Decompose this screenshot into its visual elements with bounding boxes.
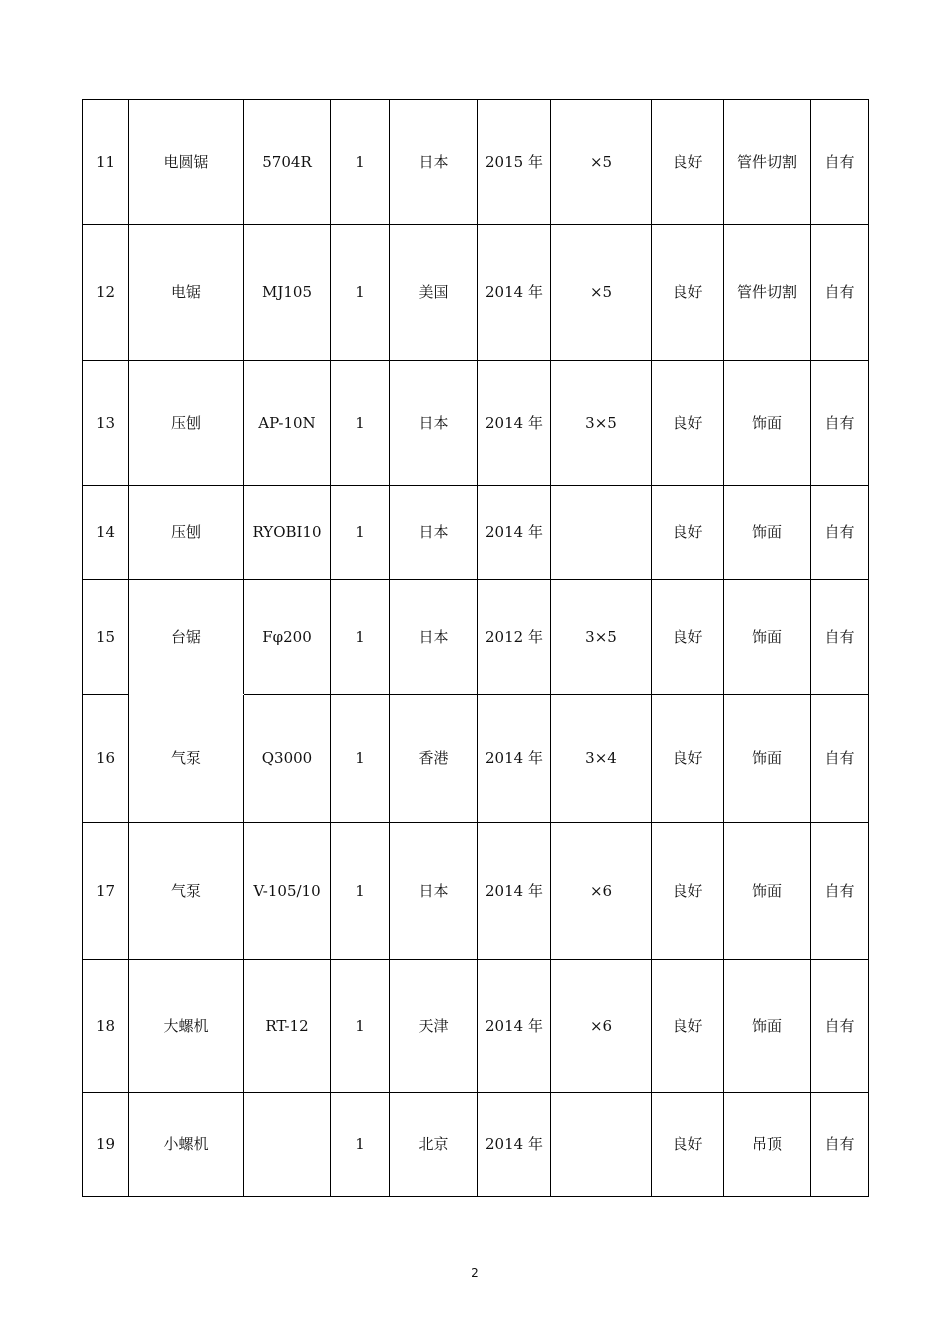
cell-origin: 日本 (390, 486, 478, 580)
cell-power: ×6 (551, 960, 652, 1093)
cell-power: 3×5 (551, 580, 652, 695)
cell-owner: 自有 (811, 100, 869, 225)
table-row (83, 100, 869, 225)
cell-state: 良好 (652, 100, 724, 225)
cell-origin: 北京 (390, 1093, 478, 1197)
cell-year: 2014 年 (478, 361, 551, 486)
cell-state: 良好 (652, 695, 724, 823)
cell-use: 饰面 (724, 823, 811, 960)
cell-state: 良好 (652, 486, 724, 580)
cell-origin: 日本 (390, 361, 478, 486)
cell-no: 15 (83, 580, 129, 695)
cell-state: 良好 (652, 1093, 724, 1197)
cell-name: 气泵 (129, 695, 244, 823)
cell-use: 饰面 (724, 486, 811, 580)
cell-model (244, 1093, 331, 1197)
equipment-table (82, 99, 869, 1197)
cell-name: 压刨 (129, 486, 244, 580)
cell-model: AP-10N (244, 361, 331, 486)
cell-use: 饰面 (724, 580, 811, 695)
cell-name: 大螺机 (129, 960, 244, 1093)
cell-year: 2014 年 (478, 1093, 551, 1197)
cell-owner: 自有 (811, 361, 869, 486)
cell-model: Q3000 (244, 695, 331, 823)
cell-year: 2012 年 (478, 580, 551, 695)
cell-model: 5704R (244, 100, 331, 225)
cell-name: 小螺机 (129, 1093, 244, 1197)
table-row (83, 960, 869, 1093)
cell-power (551, 1093, 652, 1197)
cell-power: ×6 (551, 823, 652, 960)
cell-year: 2014 年 (478, 225, 551, 361)
table-row (83, 486, 869, 580)
cell-origin: 美国 (390, 225, 478, 361)
cell-qty: 1 (331, 580, 390, 695)
cell-no: 18 (83, 960, 129, 1093)
cell-qty: 1 (331, 486, 390, 580)
cell-power (551, 486, 652, 580)
cell-no: 12 (83, 225, 129, 361)
cell-qty: 1 (331, 361, 390, 486)
cell-year: 2014 年 (478, 695, 551, 823)
cell-origin: 日本 (390, 100, 478, 225)
cell-qty: 1 (331, 695, 390, 823)
cell-state: 良好 (652, 361, 724, 486)
table-row (83, 225, 869, 361)
cell-origin: 香港 (390, 695, 478, 823)
cell-name: 压刨 (129, 361, 244, 486)
cell-no: 19 (83, 1093, 129, 1197)
table-row (83, 580, 869, 695)
cell-owner: 自有 (811, 823, 869, 960)
cell-use: 饰面 (724, 695, 811, 823)
cell-qty: 1 (331, 100, 390, 225)
cell-name: 气泵 (129, 823, 244, 960)
cell-qty: 1 (331, 960, 390, 1093)
cell-year: 2014 年 (478, 960, 551, 1093)
cell-no: 13 (83, 361, 129, 486)
cell-year: 2014 年 (478, 823, 551, 960)
table-row (83, 1093, 869, 1197)
cell-use: 吊顶 (724, 1093, 811, 1197)
cell-qty: 1 (331, 823, 390, 960)
cell-name: 电锯 (129, 225, 244, 361)
cell-model: V-105/10 (244, 823, 331, 960)
cell-owner: 自有 (811, 960, 869, 1093)
cell-state: 良好 (652, 580, 724, 695)
cell-qty: 1 (331, 1093, 390, 1197)
cell-name: 台锯 (129, 580, 244, 695)
cell-use: 管件切割 (724, 225, 811, 361)
cell-state: 良好 (652, 823, 724, 960)
cell-state: 良好 (652, 225, 724, 361)
cell-no: 16 (83, 695, 129, 823)
cell-model: MJ105 (244, 225, 331, 361)
cell-owner: 自有 (811, 1093, 869, 1197)
table-row (83, 695, 869, 823)
cell-model: RT-12 (244, 960, 331, 1093)
cell-origin: 日本 (390, 823, 478, 960)
cell-power: 3×5 (551, 361, 652, 486)
cell-state: 良好 (652, 960, 724, 1093)
cell-use: 管件切割 (724, 100, 811, 225)
cell-origin: 天津 (390, 960, 478, 1093)
cell-origin: 日本 (390, 580, 478, 695)
cell-no: 11 (83, 100, 129, 225)
cell-owner: 自有 (811, 580, 869, 695)
cell-year: 2014 年 (478, 486, 551, 580)
cell-use: 饰面 (724, 960, 811, 1093)
cell-model: Fφ200 (244, 580, 331, 695)
table-row (83, 361, 869, 486)
cell-model: RYOBI10 (244, 486, 331, 580)
cell-power: 3×4 (551, 695, 652, 823)
cell-name: 电圆锯 (129, 100, 244, 225)
page-number: 2 (471, 1266, 479, 1280)
cell-power: ×5 (551, 225, 652, 361)
cell-owner: 自有 (811, 486, 869, 580)
cell-power: ×5 (551, 100, 652, 225)
cell-owner: 自有 (811, 225, 869, 361)
cell-year: 2015 年 (478, 100, 551, 225)
cell-no: 17 (83, 823, 129, 960)
cell-no: 14 (83, 486, 129, 580)
cell-use: 饰面 (724, 361, 811, 486)
table-row (83, 823, 869, 960)
cell-owner: 自有 (811, 695, 869, 823)
cell-qty: 1 (331, 225, 390, 361)
